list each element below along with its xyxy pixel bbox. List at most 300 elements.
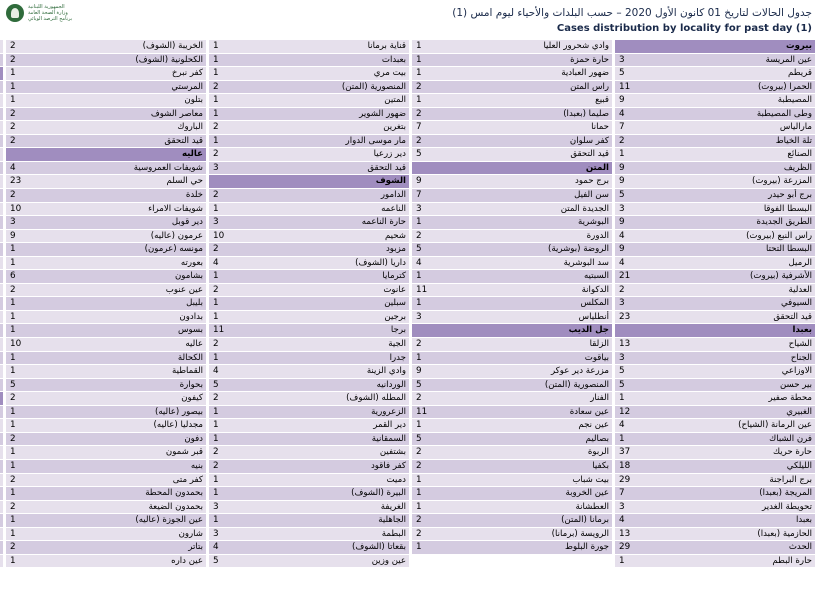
locality-name: قيد التحقق (164, 135, 203, 146)
table-row (615, 392, 815, 406)
section-header-row (412, 162, 612, 176)
locality-name: ضهور العبادية (561, 68, 609, 79)
table-row (209, 148, 409, 162)
table-row (615, 243, 815, 257)
case-count: 1 (619, 433, 625, 444)
table-row (615, 528, 815, 542)
table-row (412, 338, 612, 352)
locality-name: البسطا الفوقا (763, 203, 812, 214)
case-count: 3 (619, 298, 625, 309)
case-count: 1 (10, 311, 16, 322)
locality-name: بيروت (785, 41, 812, 51)
table-row (209, 243, 409, 257)
table-row (209, 487, 409, 501)
page-title-english: Cases distribution by locality for past day (1) (556, 23, 812, 34)
locality-name: دميت (386, 474, 406, 485)
locality-name: الزعرورية (371, 406, 406, 417)
table-row (6, 67, 206, 81)
locality-name: بعبدا (792, 325, 812, 336)
table-row (6, 379, 206, 393)
case-count: 2 (213, 339, 219, 350)
case-count: 2 (10, 135, 16, 146)
table-row (6, 528, 206, 542)
locality-name: قبيع (595, 95, 609, 106)
locality-name: بعبدات (381, 54, 406, 65)
cedar-seal-icon (6, 4, 24, 22)
table-row (6, 216, 206, 230)
case-count: 1 (213, 433, 219, 444)
table-row (0, 406, 3, 420)
table-row (412, 270, 612, 284)
locality-name: المكلس (580, 298, 609, 309)
case-count: 2 (416, 108, 422, 119)
locality-name: شارون (178, 528, 203, 539)
locality-name: البوشرية (578, 217, 609, 228)
locality-name: مزرعة دير عوكر (550, 366, 609, 377)
table-row (209, 121, 409, 135)
locality-name: دير زرعيا (373, 149, 406, 160)
locality-name (0, 297, 3, 310)
table-row (412, 257, 612, 271)
case-count: 1 (416, 420, 422, 431)
case-count: 7 (619, 122, 625, 133)
table-row (412, 446, 612, 460)
table-row (209, 135, 409, 149)
case-count: 2 (213, 284, 219, 295)
table-row (6, 284, 206, 298)
case-count: 1 (416, 217, 422, 228)
locality-name: بياقوت (584, 352, 609, 363)
table-column (209, 40, 409, 609)
case-count (412, 324, 472, 337)
table-row (615, 419, 815, 433)
table-row (615, 257, 815, 271)
table-row (6, 433, 206, 447)
case-count: 4 (619, 108, 625, 119)
locality-name: كفر متى (172, 474, 203, 485)
table-row (0, 175, 3, 189)
table-row (615, 121, 815, 135)
locality-name: جدرا (389, 352, 406, 363)
locality-name: السيوفي (781, 298, 812, 309)
locality-name: الحمرا (بيروت) (757, 81, 812, 92)
table-row (6, 352, 206, 366)
table-row (412, 54, 612, 68)
case-count: 5 (213, 555, 219, 566)
locality-name: برج أبو حيدر (768, 190, 812, 201)
locality-name: عين نجم (578, 420, 609, 431)
locality-name (0, 230, 3, 243)
locality-name: عين الجوزة (عاليه) (135, 515, 203, 526)
table-row (0, 501, 3, 515)
locality-name: السمقانية (371, 433, 406, 444)
case-count: 2 (10, 190, 16, 201)
table-row (615, 338, 815, 352)
case-count: 1 (213, 352, 219, 363)
case-count: 3 (213, 162, 219, 173)
table-row (6, 257, 206, 271)
table-row (6, 406, 206, 420)
locality-name: عين المريسة (765, 54, 812, 65)
locality-name: كفر سلوان (569, 135, 609, 146)
locality-name: الجديدة المتن (560, 203, 609, 214)
table-row (615, 175, 815, 189)
locality-name: المصيطبة (777, 95, 812, 106)
locality-name: الربوة (587, 447, 609, 458)
case-count: 2 (10, 433, 16, 444)
case-count: 1 (213, 108, 219, 119)
table-row (615, 514, 815, 528)
locality-name: بتلون (184, 95, 203, 106)
locality-name: راس النبع (بيروت) (746, 230, 812, 241)
table-row (412, 379, 612, 393)
section-header-row (0, 392, 3, 406)
locality-name: عين داره (171, 555, 203, 566)
table-row (6, 94, 206, 108)
table-row (6, 297, 206, 311)
case-count: 1 (416, 352, 422, 363)
locality-name: البيرة (الشوف) (351, 488, 406, 499)
case-count: 1 (213, 135, 219, 146)
table-row (6, 203, 206, 217)
case-count: 1 (10, 81, 16, 92)
case-count: 18 (619, 460, 631, 471)
logo-line: الجمهورية اللبنانية (28, 4, 65, 10)
table-row (6, 135, 206, 149)
case-count: 2 (213, 122, 219, 133)
case-count: 4 (213, 542, 219, 553)
table-row (6, 108, 206, 122)
case-count: 3 (416, 311, 422, 322)
case-count: 1 (10, 244, 16, 255)
locality-name (0, 162, 3, 175)
table-row (209, 54, 409, 68)
locality-name: فرن الشباك (769, 433, 812, 444)
case-count: 1 (619, 393, 625, 404)
case-count: 1 (416, 54, 422, 65)
page-title-arabic: جدول الحالات لتاريخ 01 كانون الأول 2020 – حسب البلدات والأحياء ليوم امس (1) (452, 7, 812, 19)
locality-name: كفر فاقود (370, 460, 406, 471)
locality-name: داريا (الشوف) (355, 257, 406, 268)
locality-name: تحويطة الغدير (762, 501, 812, 512)
table-row (412, 419, 612, 433)
table-row (209, 270, 409, 284)
table-row (209, 514, 409, 528)
locality-name: خلدة (185, 190, 203, 201)
locality-name: عانوت (383, 284, 406, 295)
locality-name (0, 257, 3, 270)
locality-name: الكحالة (177, 352, 203, 363)
table-row (209, 203, 409, 217)
case-count: 1 (213, 298, 219, 309)
table-row (6, 487, 206, 501)
locality-name: المريجة (بعبدا) (759, 488, 812, 499)
case-count (6, 148, 66, 161)
table-row (6, 270, 206, 284)
table-row (209, 297, 409, 311)
case-count: 12 (619, 406, 631, 417)
locality-name: برج حمود (575, 176, 609, 187)
table-row (412, 487, 612, 501)
case-count: 1 (213, 488, 219, 499)
case-count: 1 (213, 68, 219, 79)
case-count: 5 (619, 379, 625, 390)
table-row (6, 189, 206, 203)
locality-name (0, 203, 3, 216)
case-count: 1 (10, 420, 16, 431)
table-row (412, 216, 612, 230)
table-row (0, 162, 3, 176)
case-count: 5 (416, 244, 422, 255)
case-count: 2 (619, 284, 625, 295)
case-count: 1 (619, 555, 625, 566)
table-row (209, 392, 409, 406)
table-row (6, 555, 206, 569)
locality-name: الظريف (783, 162, 812, 173)
locality-name: بيت مري (373, 68, 406, 79)
table-row (0, 270, 3, 284)
table-row (0, 216, 3, 230)
table-row (6, 446, 206, 460)
table-row (615, 67, 815, 81)
locality-name: الزلقا (589, 339, 609, 350)
case-count: 2 (213, 190, 219, 201)
table-row (0, 460, 3, 474)
locality-name: الحدث (788, 542, 812, 553)
locality-name (0, 392, 3, 405)
case-count: 2 (416, 460, 422, 471)
table-row (6, 460, 206, 474)
locality-name: بحوارة (179, 379, 203, 390)
table-row (0, 446, 3, 460)
table-row (6, 40, 206, 54)
locality-name (0, 338, 3, 351)
case-count: 1 (213, 41, 219, 51)
case-count: 3 (213, 217, 219, 228)
table-row (615, 297, 815, 311)
table-row (209, 284, 409, 298)
case-count: 5 (619, 190, 625, 201)
case-count: 7 (619, 488, 625, 499)
table-row (615, 311, 815, 325)
table-row (615, 81, 815, 95)
locality-name: الاوزاعي (781, 366, 812, 377)
locality-name: حارة البطم (772, 555, 812, 566)
case-count: 1 (10, 528, 16, 539)
table-row (209, 311, 409, 325)
table-row (412, 81, 612, 95)
case-count: 2 (213, 81, 219, 92)
table-row (615, 446, 815, 460)
table-row (6, 392, 206, 406)
locality-name: الشياح (788, 339, 812, 350)
case-count: 1 (416, 501, 422, 512)
case-count: 2 (619, 135, 625, 146)
locality-name: الحازمية (بعبدا) (757, 528, 812, 539)
case-count: 1 (213, 203, 219, 214)
locality-name: بسوس (178, 325, 203, 336)
table-row (0, 257, 3, 271)
case-count (615, 324, 675, 337)
case-count: 1 (10, 352, 16, 363)
case-count: 1 (10, 515, 16, 526)
table-row (412, 135, 612, 149)
locality-name: بصاليم (585, 433, 609, 444)
case-count: 4 (213, 366, 219, 377)
table-row (615, 487, 815, 501)
locality-name: بنيه (190, 460, 203, 471)
case-count: 3 (619, 352, 625, 363)
table-row (209, 230, 409, 244)
case-count: 1 (213, 474, 219, 485)
case-count: 2 (10, 122, 16, 133)
case-count: 5 (619, 68, 625, 79)
table-row (412, 203, 612, 217)
locality-name: الطريق الجديدة (756, 217, 812, 228)
table-row (615, 94, 815, 108)
case-count: 1 (416, 271, 422, 282)
locality-name (0, 352, 3, 365)
locality-name: قريطم (787, 68, 812, 79)
table-column (6, 40, 206, 609)
locality-name: مزبود (385, 244, 406, 255)
table-row (0, 243, 3, 257)
locality-name: برج البراجنة (769, 474, 812, 485)
locality-name: العدلية (788, 284, 812, 295)
locality-name: المنصورية (المتن) (544, 379, 609, 390)
table-row (209, 162, 409, 176)
case-count: 1 (10, 555, 16, 566)
case-count: 11 (416, 284, 428, 295)
table-row (0, 379, 3, 393)
table-column (615, 40, 815, 609)
locality-name: دير القمر (373, 420, 406, 431)
locality-name: المطله (الشوف) (346, 393, 406, 404)
table-row (209, 474, 409, 488)
table-row (0, 135, 3, 149)
locality-name: بعبدا (795, 515, 812, 526)
case-count: 11 (213, 325, 225, 336)
locality-name: تلة الخياط (775, 135, 812, 146)
table-row (412, 406, 612, 420)
case-count: 23 (619, 311, 631, 322)
table-row (615, 203, 815, 217)
table-row (0, 419, 3, 433)
table-row (209, 257, 409, 271)
case-count: 2 (213, 460, 219, 471)
case-count: 4 (619, 230, 625, 241)
locality-name: بكفيا (592, 460, 609, 471)
table-row (615, 284, 815, 298)
table-row (412, 94, 612, 108)
case-count: 29 (619, 542, 631, 553)
table-row (6, 81, 206, 95)
locality-name (0, 135, 3, 148)
table-row (615, 474, 815, 488)
table-row (6, 324, 206, 338)
locality-name (0, 94, 3, 107)
table-row (6, 121, 206, 135)
locality-name: معاصر الشوف (150, 108, 203, 119)
locality-name: بتغرين (383, 122, 406, 133)
table-row (615, 501, 815, 515)
case-count: 4 (213, 257, 219, 268)
locality-name (0, 528, 3, 541)
case-count: 9 (619, 176, 625, 187)
locality-name (0, 460, 3, 473)
locality-name: بدادون (179, 311, 203, 322)
table-row (0, 230, 3, 244)
table-row (0, 40, 3, 54)
table-row (6, 54, 206, 68)
locality-name: شويفات الامراء (148, 203, 203, 214)
table-row (412, 297, 612, 311)
section-header-row (412, 324, 612, 338)
case-count: 23 (10, 176, 22, 187)
case-count: 2 (10, 501, 16, 512)
case-count: 1 (213, 95, 219, 106)
case-count: 2 (416, 528, 422, 539)
cases-table (5, 40, 815, 609)
table-row (209, 67, 409, 81)
locality-name: حارة حريك (772, 447, 812, 458)
locality-name: الدكوانة (581, 284, 609, 295)
locality-name (0, 54, 3, 67)
case-count: 2 (416, 81, 422, 92)
section-header-row (615, 324, 815, 338)
case-count: 7 (416, 190, 422, 201)
table-row (0, 311, 3, 325)
case-count: 3 (619, 54, 625, 65)
locality-name (0, 433, 3, 446)
locality-name (0, 446, 3, 459)
table-row (412, 460, 612, 474)
case-count: 1 (10, 257, 16, 268)
locality-name: شحيم (384, 230, 406, 241)
case-count: 29 (619, 474, 631, 485)
locality-name: قيد التحقق (773, 311, 812, 322)
case-count: 2 (10, 542, 16, 553)
locality-name (0, 81, 3, 94)
table-row (412, 365, 612, 379)
section-header-row (0, 67, 3, 81)
case-count: 1 (213, 420, 219, 431)
logo-text (28, 4, 72, 22)
locality-name: الصنائع (787, 149, 812, 160)
case-count: 21 (619, 271, 631, 282)
table-column (0, 40, 3, 609)
locality-name: سد البوشرية (563, 257, 609, 268)
case-count: 2 (416, 447, 422, 458)
table-row (209, 379, 409, 393)
table-row (0, 284, 3, 298)
table-row (615, 54, 815, 68)
locality-name: الناعمه (381, 203, 406, 214)
locality-name: الرويسة (برمانا) (551, 528, 609, 539)
locality-name: الروضة (بوشرية) (547, 244, 609, 255)
case-count: 1 (213, 311, 219, 322)
table-row (6, 162, 206, 176)
case-count (209, 175, 269, 188)
table-row (0, 81, 3, 95)
table-row (615, 406, 815, 420)
table-row (412, 284, 612, 298)
locality-name (0, 541, 3, 554)
locality-name: كترمايا (382, 271, 406, 282)
locality-name (0, 501, 3, 514)
table-row (412, 148, 612, 162)
locality-name (0, 175, 3, 188)
